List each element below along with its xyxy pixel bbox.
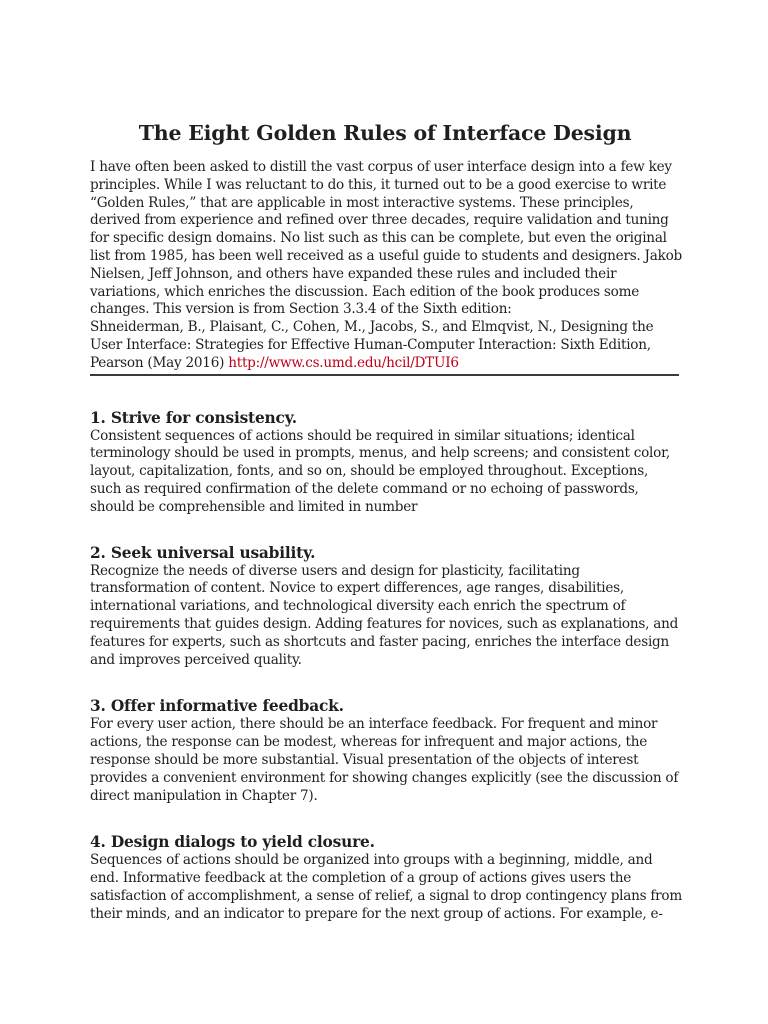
body-line: Recognize the needs of diverse users and design for plasticity, facilitating	[90, 562, 580, 579]
body-line: actions, the response can be modest, whereas for infrequent and major actions, the	[90, 734, 648, 751]
intro-line: derived from experience and refined over three decades, require validation and tuning	[90, 212, 669, 229]
intro-line: changes. This version is from Section 3.3.4 of the Sixth edition:	[90, 301, 512, 318]
body-line: terminology should be used in prompts, menus, and help screens; and consistent color,	[90, 445, 670, 462]
section-body	[90, 563, 680, 670]
section-heading: 4. Design dialogs to yield closure.	[90, 833, 375, 852]
body-line: Sequences of actions should be organized into groups with a beginning, middle, and	[90, 852, 653, 869]
intro-line: “Golden Rules,” that are applicable in most interactive systems. These principles,	[90, 194, 634, 211]
body-line: provides a convenient environment for showing changes explicitly (see the discussion of	[90, 769, 679, 786]
body-line: Consistent sequences of actions should be required in similar situations; identical	[90, 427, 635, 444]
body-line: should be comprehensible and limited in number	[90, 498, 418, 515]
section-heading: 3. Offer informative feedback.	[90, 697, 344, 716]
body-line: response should be more substantial. Visual presentation of the objects of interest	[90, 751, 639, 768]
body-line: direct manipulation in Chapter 7).	[90, 787, 318, 804]
section-heading: 2. Seek universal usability.	[90, 543, 316, 562]
body-line: end. Informative feedback at the completion of a group of actions gives users the	[90, 870, 632, 887]
body-line: their minds, and an indicator to prepare for the next group of actions. For example, e-	[90, 905, 663, 922]
body-line: For every user action, there should be an interface feedback. For frequent and minor	[90, 716, 658, 733]
intro-line: list from 1985, has been well received as a useful guide to students and designers. Jakob	[90, 247, 682, 264]
book-link[interactable]: http://www.cs.umd.edu/hcil/DTUI6	[228, 354, 459, 371]
intro-line: User Interface: Strategies for Effective Human-Computer Interaction: Sixth Edition,	[90, 336, 651, 353]
intro-line: I have often been asked to distill the vast corpus of user interface design into a few key	[90, 159, 672, 175]
rule-section-4	[90, 832, 680, 923]
body-line: requirements that guides design. Adding features for novices, such as explanations, and	[90, 615, 679, 632]
intro-paragraph	[90, 159, 680, 373]
intro-line: for specific design domains. No list such as this can be complete, but even the original	[90, 230, 667, 247]
intro-line: variations, which enriches the discussion. Each edition of the book produces some	[90, 283, 640, 300]
intro-line: Nielsen, Jeff Johnson, and others have expanded these rules and included their	[90, 265, 617, 282]
section-heading: 1. Strive for consistency.	[90, 408, 297, 427]
section-body	[90, 428, 680, 517]
document-title: The Eight Golden Rules of Interface Design	[138, 121, 632, 145]
body-line: features for experts, such as shortcuts and faster pacing, enriches the interface design	[90, 633, 670, 650]
document-page	[90, 118, 680, 924]
citation-line	[90, 355, 680, 373]
body-line: layout, capitalization, fonts, and so on, should be employed throughout. Exceptions,	[90, 463, 649, 480]
rule-section-2	[90, 543, 680, 670]
section-body	[90, 716, 680, 805]
intro-line: Shneiderman, B., Plaisant, C., Cohen, M., Jacobs, S., and Elmqvist, N., Designing the	[90, 319, 654, 336]
body-line: international variations, and technological diversity each enrich the spectrum of	[90, 598, 626, 615]
rule-section-3	[90, 696, 680, 805]
horizontal-divider	[90, 374, 679, 376]
body-line: and improves perceived quality.	[90, 651, 302, 668]
body-line: satisfaction of accomplishment, a sense of relief, a signal to drop contingency plans from	[90, 887, 682, 904]
rule-section-1	[90, 408, 680, 517]
intro-line: principles. While I was reluctant to do this, it turned out to be a good exercise to write	[90, 176, 667, 193]
citation-publisher: Pearson (May 2016)	[90, 354, 225, 371]
body-line: such as required confirmation of the delete command or no echoing of passwords,	[90, 480, 639, 497]
section-body	[90, 852, 680, 923]
body-line: transformation of content. Novice to expert differences, age ranges, disabilities,	[90, 580, 624, 597]
